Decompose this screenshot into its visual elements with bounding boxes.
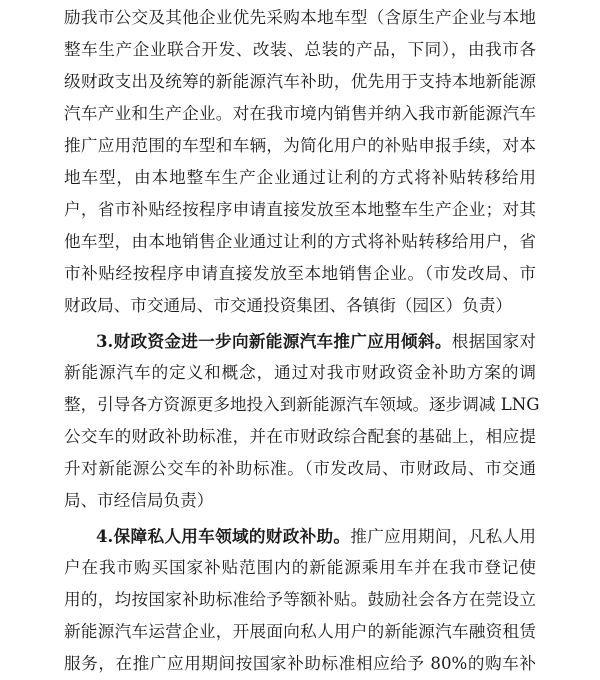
paragraph-line: 户在我市购买国家补贴范围内的新能源乘用车并在我市登记使 bbox=[64, 558, 536, 577]
paragraph-line: 级财政支出及统筹的新能源汽车补助，优先用于支持本地新能源 bbox=[64, 72, 536, 91]
section-3-first-line bbox=[96, 325, 536, 357]
section-4-first-rest: 推广应用期间，凡私人用 bbox=[350, 527, 537, 546]
paragraph-line: 汽车产业和生产企业。对在我市境内销售并纳入我市新能源汽车 bbox=[64, 104, 536, 123]
paragraph-line: 服务，在推广应用期间按国家补助标准相应给予 80%的购车补 bbox=[64, 654, 536, 673]
paragraph-line: 市补贴经按程序申请直接发放至本地销售企业。（市发改局、市 bbox=[64, 264, 536, 283]
paragraph-line: 整车生产企业联合开发、改装、总装的产品，下同），由我市各 bbox=[64, 40, 536, 59]
paragraph-line: 用的，均按国家补助标准给予等额补贴。鼓励社会各方在莞设立 bbox=[64, 590, 536, 609]
section-4-first-line bbox=[96, 520, 536, 552]
paragraph-line: 新能源汽车运营企业，开展面向私人用户的新能源汽车融资租赁 bbox=[64, 622, 536, 641]
paragraph-line: 户，省市补贴经按程序申请直接发放至本地整车生产企业；对其 bbox=[64, 200, 536, 219]
paragraph-line: 新能源汽车的定义和概念，通过对我市财政资金补助方案的调 bbox=[64, 363, 536, 382]
paragraph-line: 推广应用范围的车型和车辆，为简化用户的补贴申报手续，对本 bbox=[64, 136, 536, 155]
paragraph-line: 他车型，由本地销售企业通过让利的方式将补贴转移给用户，省 bbox=[64, 232, 536, 251]
paragraph-line: 地车型，由本地整车生产企业通过让利的方式将补贴转移给用 bbox=[64, 168, 536, 187]
paragraph-line: 励我市公交及其他企业优先采购本地车型（含原生产企业与本地 bbox=[64, 8, 536, 27]
section-3-heading: 3.财政资金进一步向新能源汽车推广应用倾斜。 bbox=[96, 331, 452, 351]
section-3-first-rest: 根据国家对 bbox=[451, 332, 537, 351]
section-4-heading: 4.保障私人用车领域的财政补助。 bbox=[96, 526, 351, 546]
paragraph-line: 升对新能源公交车的补助标准。（市发改局、市财政局、市交通 bbox=[64, 459, 536, 478]
paragraph-line: 局、市经信局负责） bbox=[64, 491, 214, 510]
paragraph-line: 整，引导各方资源更多地投入到新能源汽车领域。逐步调减 LNG bbox=[64, 395, 540, 414]
paragraph-line: 财政局、市交通局、市交通投资集团、各镇街（园区）负责） bbox=[64, 296, 513, 315]
paragraph-line: 公交车的财政补助标准，并在市财政综合配套的基础上，相应提 bbox=[64, 427, 536, 446]
